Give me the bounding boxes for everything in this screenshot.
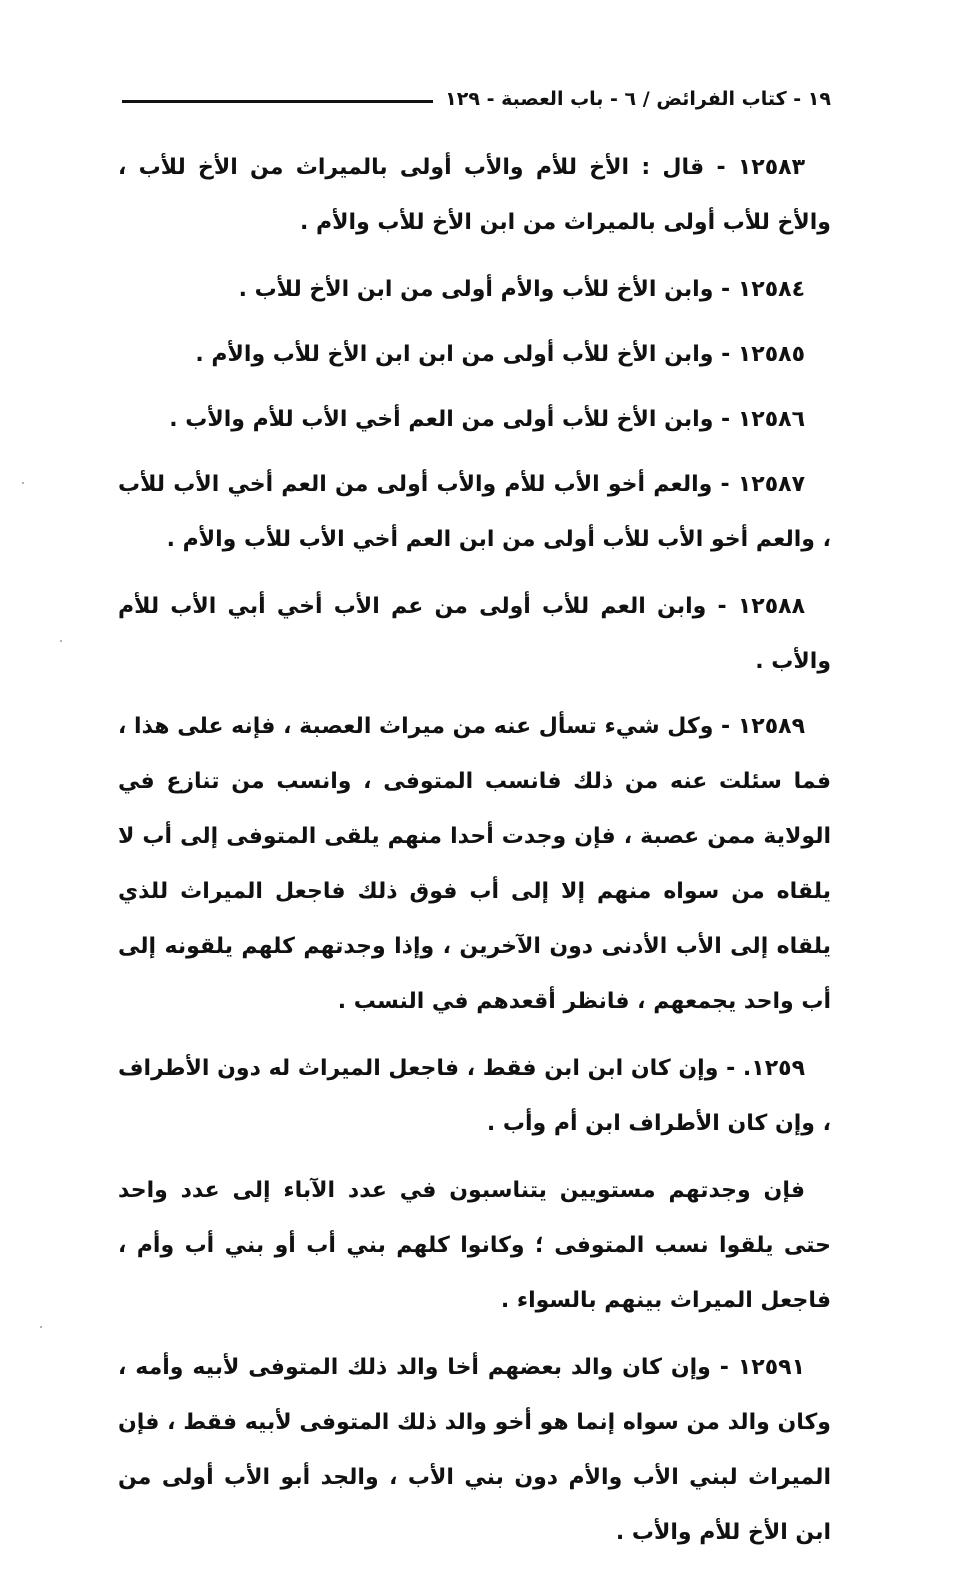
paragraph-text: ١٢٥٨٦ - وابن الأخ للأب أولى من العم أخي الأب للأم والأب . [169, 407, 805, 432]
scan-speck [22, 482, 24, 484]
paragraph-text: ١٢٥٨٩ - وكل شيء تسأل عنه من ميراث العصبة ، فإنه على هذا ، فما سئلت عنه من ذلك فانسب المتوفى ، وانسب من تنازع في الولاية ممن عصبة ، فإن وجدت أحدا منهم يلقى المتوفى إلى أب لا يلقاه من سواه منهم إلا إلى أب فوق ذلك فاجعل الميراث للذي يلقاه إلى الأب الأدنى دون الآخرين ، وإذا وجدتهم كلهم يلقونه إلى أب واحد يجمعهم ، فانظر أقعدهم في النسب . [118, 714, 831, 1014]
paragraph-12583 [118, 140, 831, 250]
paragraph-12586 [118, 392, 831, 447]
paragraph-text: ١٢٥٨٤ - وابن الأخ للأب والأم أولى من ابن الأخ للأب . [238, 277, 805, 302]
paragraph-text: ١٢٥٨٨ - وابن العم للأب أولى من عم الأب أخي أبي الأب للأم والأب . [118, 594, 831, 674]
paragraph-text: ١٢٥٩١ - وإن كان والد بعضهم أخا والد ذلك المتوفى لأبيه وأمه ، وكان والد من سواه إنما هو أخو والد ذلك المتوفى لأبيه فقط ، فإن الميراث لبني الأب والأم دون بني الأب ، والجد أبو الأب أولى من ابن الأخ للأم والأب . [118, 1355, 831, 1545]
paragraph-continuation [118, 1163, 831, 1328]
paragraph-text: ١٢٥٨٣ - قال : الأخ للأم والأب أولى بالميراث من الأخ للأب ، والأخ للأب أولى بالميراث من ابن الأخ للأب والأم . [118, 155, 831, 235]
running-header [122, 84, 831, 114]
paragraph-text: فإن وجدتهم مستويين يتناسبون في عدد الآباء إلى عدد واحد حتى يلقوا نسب المتوفى ؛ وكانوا كلهم بني أب أو بني أب وأم ، فاجعل الميراث بينهم بالسواء . [118, 1178, 831, 1313]
paragraph-text: ١٢٥٩. - وإن كان ابن ابن فقط ، فاجعل الميراث له دون الأطراف ، وإن كان الأطراف ابن أم وأب . [118, 1056, 831, 1136]
scan-speck [60, 640, 62, 642]
paragraph-12585 [118, 327, 831, 382]
paragraph-12590 [118, 1041, 831, 1151]
paragraph-12591 [118, 1340, 831, 1560]
body-text [118, 140, 831, 1572]
header-rule [122, 100, 433, 103]
paragraph-12584 [118, 262, 831, 317]
paragraph-text: ١٢٥٨٧ - والعم أخو الأب للأم والأب أولى من العم أخي الأب للأب ، والعم أخو الأب للأب أولى من ابن العم أخي الأب للأب والأم . [118, 472, 831, 552]
paragraph-12589 [118, 699, 831, 1029]
scan-speck [40, 1326, 42, 1328]
paragraph-12587 [118, 457, 831, 567]
paragraph-12588 [118, 579, 831, 689]
header-title: ١٩ - كتاب الفرائض / ٦ - باب العصبة - ١٢٩ [445, 88, 831, 110]
paragraph-text: ١٢٥٨٥ - وابن الأخ للأب أولى من ابن ابن الأخ للأب والأم . [195, 342, 805, 367]
